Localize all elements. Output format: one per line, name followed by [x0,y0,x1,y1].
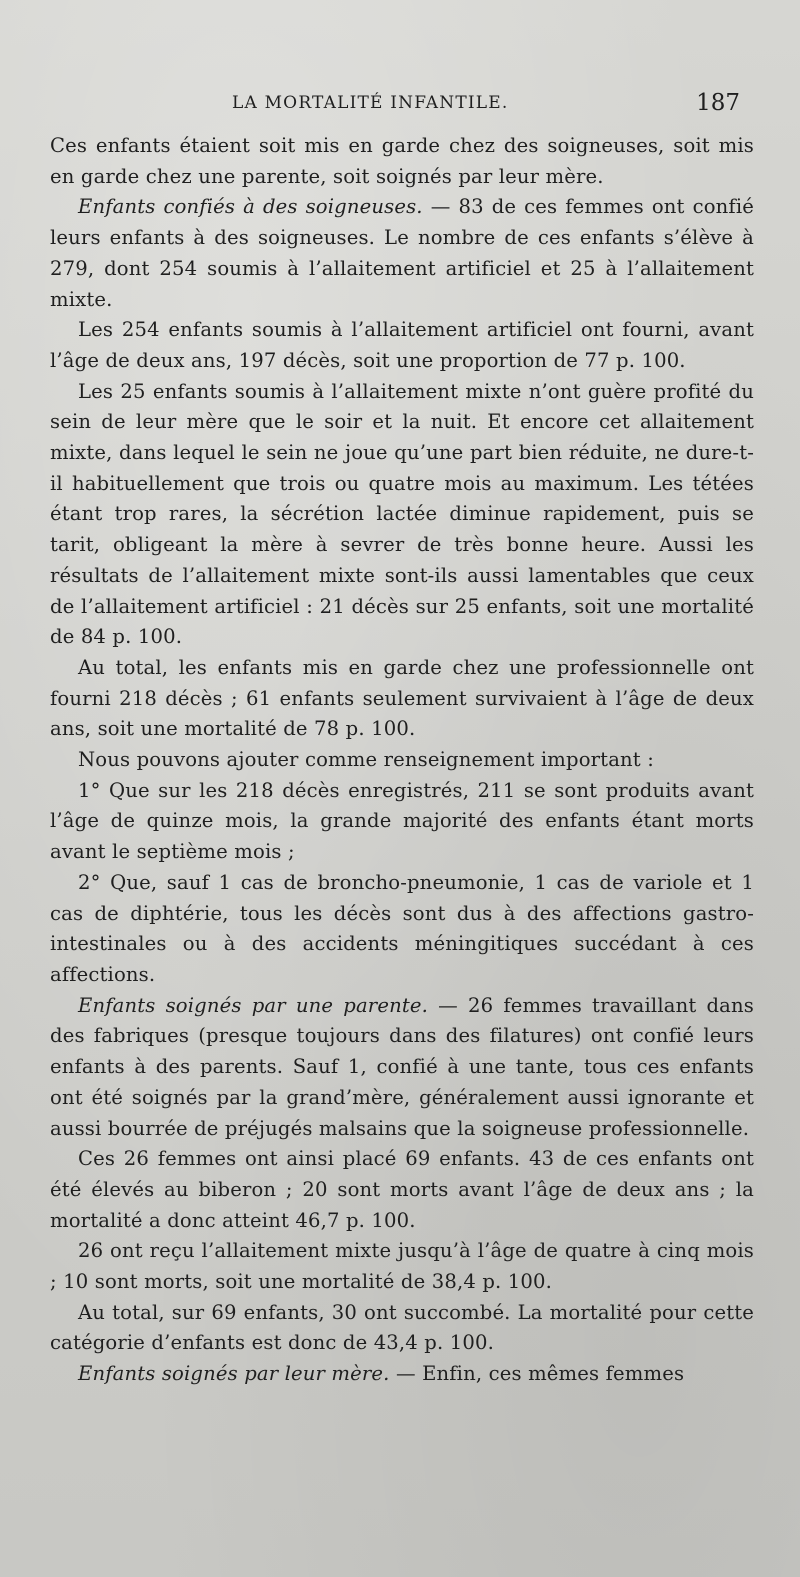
paragraph: Ces enfants étaient soit mis en garde chez des soigneuses, soit mis en garde chez une parente, soit soignés par leur mère. [50,134,754,188]
running-title: LA MORTALITÉ INFANTILE. [232,93,509,113]
paragraph: Ces 26 femmes ont ainsi placé 69 enfants. 43 de ces enfants ont été élevés au biberon ; 20 sont morts avant l’âge de deux ans ; la mortalité a donc atteint 46,7 p. 100. [50,1147,754,1232]
paragraph: 2° Que, sauf 1 cas de broncho-pneumonie, 1 cas de variole et 1 cas de diphtérie, tous les décès sont dus à des affections gastro-intestinales ou à des accidents méningitiques succédant à ces affections. [50,870,754,986]
page-header [0,88,800,118]
section-title: Enfants confiés à des soigneuses. [78,195,423,219]
paragraph: 26 ont reçu l’allaitement mixte jusqu’à l’âge de quatre à cinq mois ; 10 sont morts, soit une mortalité de 38,4 p. 100. [50,1239,754,1294]
paragraph-text: — 83 de ces femmes ont confié leurs enfants à des soigneuses. Le nombre de ces enfants s’élève à 279, dont 254 soumis à l’allaitement artificiel et 25 à l’allaitement mixte. [50,195,754,311]
paragraph-text: — Enfin, ces mêmes femmes [389,1362,685,1386]
body-text [50,131,754,1390]
paragraph: Les 254 enfants soumis à l’allaitement artificiel ont fourni, avant l’âge de deux ans, 197 décès, soit une proportion de 77 p. 100. [50,318,754,372]
paragraph: Les 25 enfants soumis à l’allaitement mixte n’ont guère profité du sein de leur mère que le soir et la nuit. Et encore cet allaitement mixte, dans lequel le sein ne joue qu’une part bien réduite, ne dure-t-il habituellement que trois ou quatre mois au maximum. Les tétées étant trop rares, la sécrétion lactée diminue rapidement, puis se tarit, obligeant la mère à sevrer de très bonne heure. Aussi les résultats de l’allaitement mixte sont-ils aussi lamentables que ceux de l’allaitement artificiel : 21 décès sur 25 enfants, soit une mortalité de 84 p. 100. [50,379,754,649]
paragraph: Au total, les enfants mis en garde chez une professionnelle ont fourni 218 décès ; 61 enfants seulement survivaient à l’âge de deux ans, soit une mortalité de 78 p. 100. [50,655,754,741]
paragraph [50,1359,754,1390]
section-title: Enfants soignés par leur mère. [78,1362,390,1386]
paragraph [50,192,754,315]
paragraph: Au total, sur 69 enfants, 30 ont succombé. La mortalité pour cette catégorie d’enfants est donc de 43,4 p. 100. [50,1300,754,1355]
paragraph-text: — 26 femmes travaillant dans des fabriques (presque toujours dans des filatures) ont confié leurs enfants à des parents. Sauf 1, confié à une tante, tous ces enfants ont été soignés par la grand’mère, généralement aussi ignorante et aussi bourrée de préjugés malsains que la soigneuse professionnelle. [50,993,754,1140]
paragraph: Nous pouvons ajouter comme renseignement important : [78,748,654,772]
page-number: 187 [696,90,740,116]
paragraph: 1° Que sur les 218 décès enregistrés, 211 se sont produits avant l’âge de quinze mois, la grande majorité des enfants étant morts avant le septième mois ; [50,778,754,864]
paragraph [50,991,754,1145]
section-title: Enfants soignés par une parente. [78,993,428,1017]
